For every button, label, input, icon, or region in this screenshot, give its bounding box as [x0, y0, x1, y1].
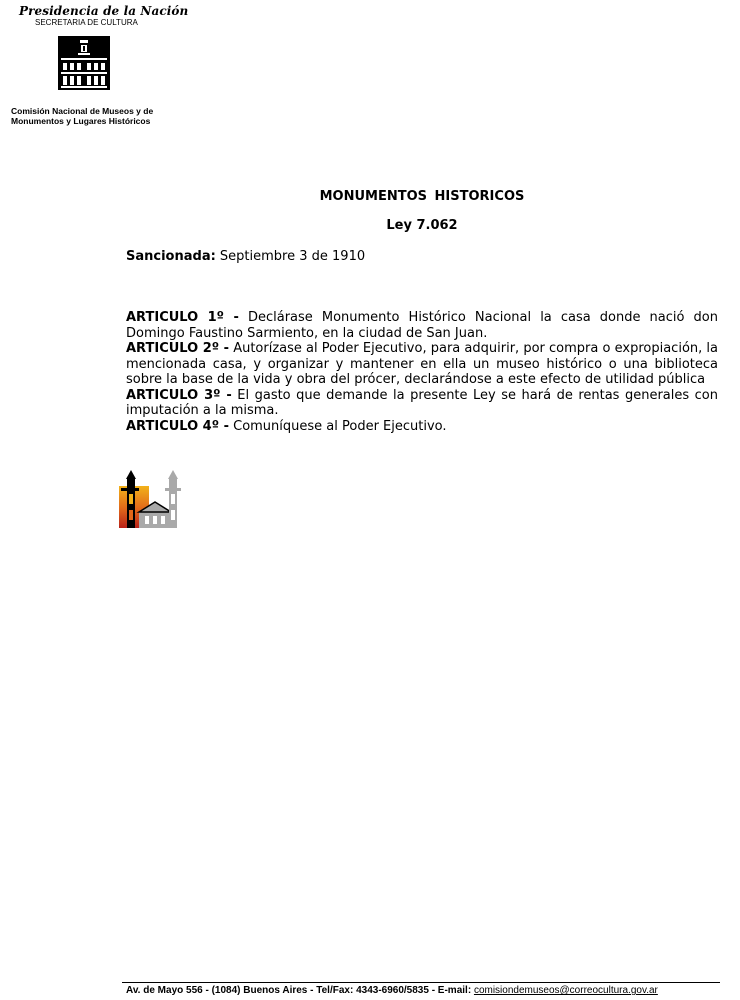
footer [126, 985, 658, 996]
article-label: ARTICULO 1º - [126, 310, 239, 325]
article-label: ARTICULO 3º - [126, 387, 232, 403]
article-label: ARTICULO 4º - [126, 418, 229, 434]
monuments-logo-icon [115, 468, 187, 530]
article-2 [126, 341, 718, 388]
sancionada-line [126, 249, 365, 264]
footer-address: Av. de Mayo 556 - (1084) Buenos Aires - Tel/Fax: 4343-6960/5835 - E-mail: [126, 985, 474, 996]
article-text: El gasto que demande la presente Ley se hará de rentas generales con imputación a la misma. [126, 387, 719, 418]
comision-line-2: Monumentos y Lugares Históricos [11, 116, 151, 126]
article-text: Declárase Monumento Histórico Nacional la casa donde nació don Domingo Faustino Sarmiento, en la ciudad de San Juan. [126, 310, 719, 341]
article-3 [126, 388, 718, 419]
sancionada-value: Septiembre 3 de 1910 [215, 249, 366, 264]
footer-email-link[interactable]: comisiondemuseos@correocultura.gov.ar [473, 985, 658, 996]
article-text: Comuníquese al Poder Ejecutivo. [228, 418, 447, 434]
document-ley: Ley 7.062 [386, 218, 458, 233]
sancionada-label: Sancionada: [126, 249, 216, 264]
secretaria-subheading: SECRETARIA DE CULTURA [35, 18, 138, 27]
article-1 [126, 310, 718, 341]
footer-divider [122, 982, 720, 983]
article-text: Autorízase al Poder Ejecutivo, para adquirir, por compra o expropiación, la mencionada casa, y organizar y mantener en ella un museo histórico o una biblioteca sobre la base de la vida y obra del prócer, declarándose a este efecto de utilidad pública [126, 341, 719, 387]
cabildo-logo-icon [58, 36, 110, 90]
comision-line-1: Comisión Nacional de Museos y de [11, 106, 154, 116]
presidencia-heading: Presidencia de la Nación [19, 4, 189, 18]
document-title: MONUMENTOS HISTORICOS [319, 189, 525, 204]
article-4 [126, 419, 718, 435]
comision-heading [11, 106, 153, 126]
article-label: ARTICULO 2º - [126, 341, 230, 356]
articles-body [126, 310, 718, 434]
